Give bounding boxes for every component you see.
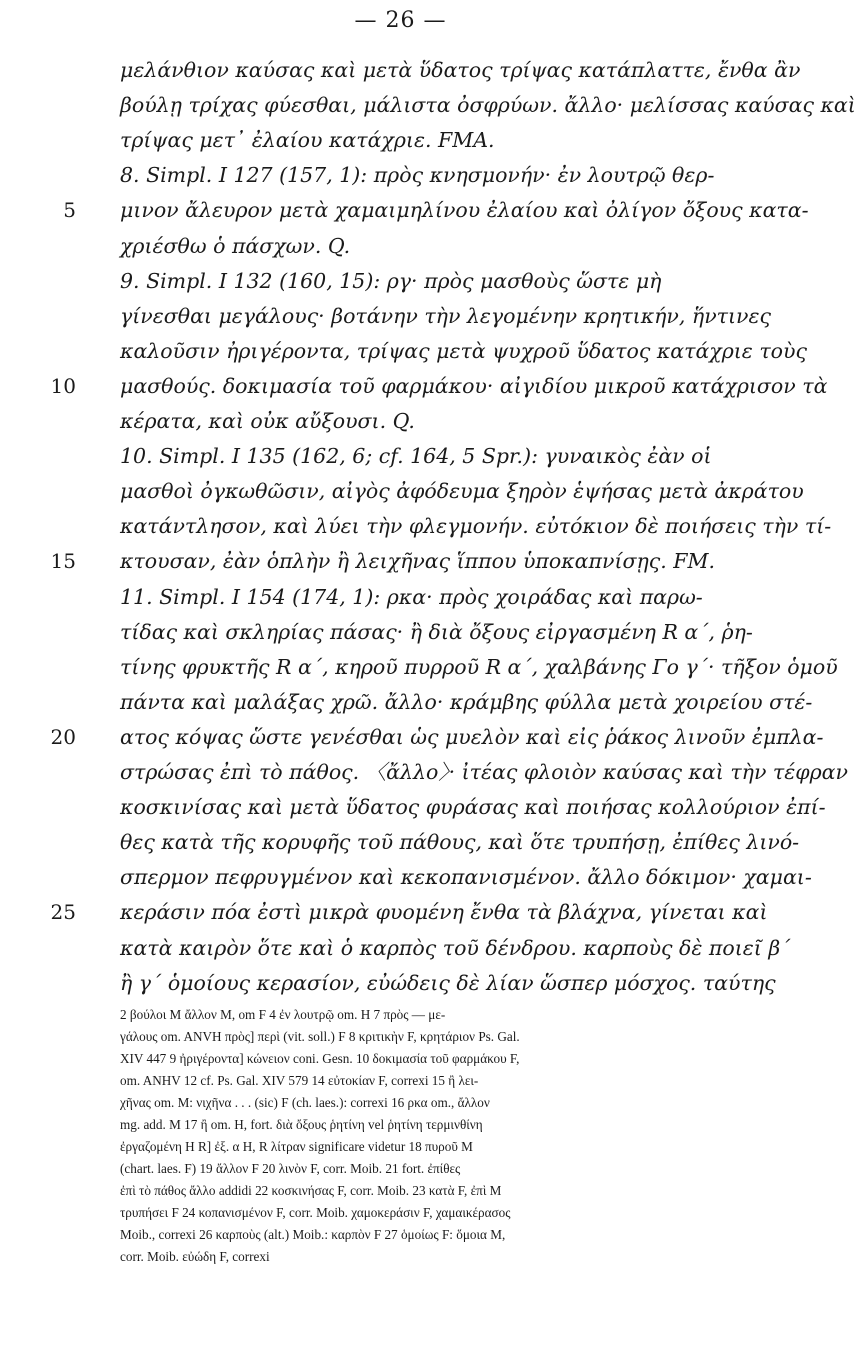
text-line (0, 436, 801, 476)
text-line (0, 963, 801, 1003)
line-text: πάντα καὶ μαλάξας χρῶ. ἄλλο· κράμβης φύλλα μετὰ χοιρείου στέ- (120, 689, 813, 714)
line-text: μινον ἄλευρον μετὰ χαμαιμηλίνου ἐλαίου καὶ ὀλίγον ὄξους κατα- (120, 198, 809, 223)
text-line (0, 155, 801, 195)
text-line (0, 647, 838, 687)
line-text: κτουσαν, ἐὰν ὁπλὴν ἢ λειχῆνας ἵππου ὑποκαπνίσῃς. FM. (120, 549, 716, 574)
line-text: ἢ γ΄ ὁμοίους κερασίον, εὐώδεις δὲ λίαν ὥσπερ μόσχος. ταύτης (120, 970, 776, 995)
text-line (0, 190, 809, 230)
line-text: σπερμον πεφρυγμένον καὶ κεκοπανισμένον. ἄλλο δόκιμον· χαμαι- (120, 865, 812, 890)
apparatus-line: (chart. laes. F) 19 ἄλλον F 20 λινὸν F, corr. Moib. 21 fort. ἐπίθες (120, 1161, 461, 1176)
line-number: 15 (50, 549, 76, 574)
line-text: κατάντλησον, καὶ λύει τὴν φλεγμονήν. εὐτόκιον δὲ ποιήσεις τὴν τί- (120, 514, 832, 539)
text-line (0, 50, 801, 90)
line-text: 10. Simpl. I 135 (162, 6; cf. 164, 5 Spr.): γυναικὸς ἐὰν οἱ (120, 444, 712, 469)
apparatus-line: τρυπήσει F 24 κοπανισμένον F, corr. Moib. χαμοκεράσιν F, χαμαικέρασος (120, 1205, 511, 1220)
line-number: 25 (50, 900, 76, 925)
critical-apparatus (120, 1004, 765, 1268)
text-line (0, 541, 801, 581)
line-text: μασθούς. δοκιμασία τοῦ φαρμάκου· αἰγιδίου μικροῦ κατάχρισον τὰ (120, 373, 828, 398)
text-line (0, 120, 801, 160)
text-line (0, 857, 812, 897)
apparatus-line: χῆνας om. M: νιχῆνα . . . (sic) F (ch. laes.): correxi 16 ρκα om., ἄλλον (120, 1095, 490, 1110)
line-text: στρώσας ἐπὶ τὸ πάθος. 〈ἄλλο〉· ἰτέας φλοιὸν καύσας καὶ τὴν τέφραν (120, 760, 848, 784)
line-text: κέρατα, καὶ οὐκ αὔξουσι. Q. (120, 409, 415, 433)
line-number: 5 (63, 198, 76, 223)
text-line (0, 612, 801, 652)
line-text: χριέσθω ὁ πάσχων. Q. (120, 233, 351, 258)
text-line (0, 471, 804, 511)
text-line (0, 577, 801, 617)
line-text: κοσκινίσας καὶ μετὰ ὕδατος φυράσας καὶ ποιήσας κολλούριον ἐπί- (120, 795, 826, 820)
line-text: 9. Simpl. I 132 (160, 15): ργ· πρὸς μασθοὺς ὥστε μὴ (120, 268, 662, 293)
apparatus-line: XIV 447 9 ἠριγέροντα] κώνειον coni. Gesn. 10 δοκιμασία τοῦ φαρμάκου F, (120, 1051, 520, 1066)
line-text: μελάνθιον καύσας καὶ μετὰ ὕδατος τρίψας κατάπλαττε, ἔνθα ἂν (120, 58, 801, 82)
line-text: βούλῃ τρίχας φύεσθαι, μάλιστα ὀσφρύων. ἄλλο· μελίσσας καύσας καὶ (120, 93, 856, 118)
text-line (0, 296, 801, 336)
apparatus-line: ἐργαζομένη H R] ἐξ. α H, R λίτραν significare videtur 18 πυροῦ M (120, 1139, 473, 1154)
text-line (0, 717, 824, 757)
apparatus-line: mg. add. M 17 ἢ om. H, fort. διὰ ὄξους ῥητίνη vel ῥητίνη τερμινθίνη (120, 1117, 483, 1132)
apparatus-line: Moib., correxi 26 καρποὺς (alt.) Moib.: καρπὸν F 27 ὁμοίως F: ὅμοια M, (120, 1227, 506, 1242)
line-text: τρίψας μετ᾽ ἐλαίου κατάχριε. FMA. (120, 128, 495, 153)
line-text: καλοῦσιν ἠριγέροντα, τρίψας μετὰ ψυχροῦ ὕδατος κατάχριε τοὺς (120, 338, 807, 363)
text-line (0, 261, 801, 301)
text-line (0, 226, 801, 266)
text-line (0, 787, 826, 827)
text-line (0, 366, 828, 406)
line-text: θες κατὰ τῆς κορυφῆς τοῦ πάθους, καὶ ὅτε τρυπήσῃ, ἐπίθες λινό- (120, 830, 800, 855)
line-number: 20 (50, 724, 76, 749)
text-line (0, 822, 801, 862)
apparatus-line: γάλους om. ANVH πρὸς] περὶ (vit. soll.) F 8 κριτικὴν F, κρητάριον Ps. Gal. (120, 1029, 520, 1044)
text-line (0, 331, 807, 371)
apparatus-line: corr. Moib. εὐώδη F, correxi (120, 1249, 270, 1264)
text-line (0, 401, 801, 441)
line-text: τίδας καὶ σκληρίας πάσας· ἢ διὰ ὄξους εἰργασμένη R α΄, ῥη- (120, 619, 753, 644)
page-number: — 26 — (354, 8, 447, 33)
line-text: 11. Simpl. I 154 (174, 1): ρκα· πρὸς χοιράδας καὶ παρω- (120, 584, 703, 609)
line-text: 8. Simpl. I 127 (157, 1): πρὸς κνησμονήν· ἐν λουτρῷ θερ- (120, 163, 715, 188)
line-number: 10 (50, 373, 76, 398)
text-line (0, 892, 801, 932)
text-line (0, 506, 832, 546)
line-text: ατος κόψας ὥστε γενέσθαι ὡς μυελὸν καὶ εἰς ῥάκος λινοῦν ἐμπλα- (120, 724, 824, 749)
line-text: γίνεσθαι μεγάλους· βοτάνην τὴν λεγομένην κρητικήν, ἥντινες (120, 303, 771, 328)
text-line (0, 928, 801, 968)
text-line (0, 682, 813, 722)
line-text: κατὰ καιρὸν ὅτε καὶ ὁ καρπὸς τοῦ δένδρου. καρποὺς δὲ ποιεῖ β΄ (120, 935, 791, 960)
apparatus-line: ἐπὶ τὸ πάθος ἄλλο addidi 22 κοσκινήσας F, corr. Moib. 23 κατὰ F, ἐπὶ M (120, 1183, 502, 1198)
apparatus-line: om. ANHV 12 cf. Ps. Gal. XIV 579 14 εὐτοκίαν F, correxi 15 ἢ λει- (120, 1073, 479, 1088)
line-text: κεράσιν πόα ἐστὶ μικρὰ φυομένη ἔνθα τὰ βλάχνα, γίνεται καὶ (120, 900, 768, 925)
apparatus-line: 2 βούλοι M ἄλλον M, om F 4 ἐν λουτρῷ om. H 7 πρὸς — με- (120, 1007, 446, 1022)
text-line (0, 85, 856, 125)
line-text: μασθοὶ ὀγκωθῶσιν, αἰγὸς ἀφόδευμα ξηρὸν ἑψήσας μετὰ ἀκράτου (120, 479, 804, 504)
line-text: τίνης φρυκτῆς R α΄, κηροῦ πυρροῦ R α΄, χαλβάνης Γο γ΄· τῆξον ὁμοῦ (120, 654, 838, 679)
text-line (0, 752, 848, 792)
